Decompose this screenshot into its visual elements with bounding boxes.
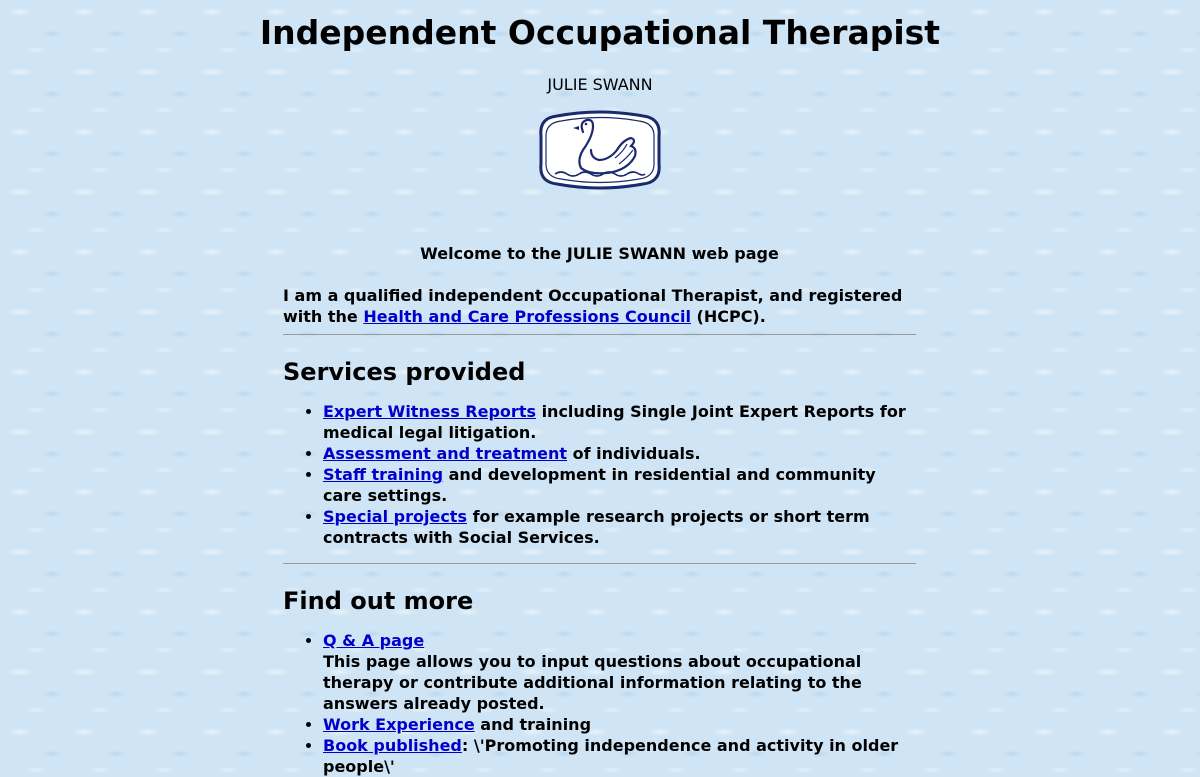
special-projects-link[interactable]: Special projects	[323, 507, 467, 526]
main-content	[283, 243, 916, 777]
list-item-text: and training	[480, 715, 592, 734]
list-item-text: : \'Promoting independence and activity in older people\'	[323, 736, 899, 776]
divider	[283, 563, 916, 564]
hcpc-link[interactable]: Health and Care Professions Council	[363, 307, 691, 326]
list-item-text: including Single Joint Expert Reports for medical legal litigation.	[323, 402, 906, 442]
list-item	[323, 630, 916, 714]
divider	[283, 334, 916, 335]
list-item	[323, 443, 916, 464]
work-experience-link[interactable]: Work Experience	[323, 715, 475, 734]
assessment-link[interactable]: Assessment and treatment	[323, 444, 568, 463]
book-published-link[interactable]: Book published	[323, 736, 462, 755]
intro-suffix: (HCPC).	[696, 307, 766, 326]
welcome-text: Welcome to the JULIE SWANN web page	[420, 244, 779, 263]
list-item	[323, 735, 916, 777]
find-out-more-heading: Find out more	[283, 587, 474, 615]
services-list	[283, 401, 916, 548]
owner-name: JULIE SWANN	[547, 75, 653, 94]
list-item	[323, 401, 916, 443]
list-item-text: for example research projects or short term contracts with Social Services.	[323, 507, 870, 547]
swan-logo-icon	[539, 110, 661, 190]
page-title: Independent Occupational Therapist	[259, 13, 941, 52]
list-item	[323, 506, 916, 548]
list-item-text: of individuals.	[572, 444, 701, 463]
list-item-text: This page allows you to input questions about occupational therapy or contribute additional information relating to the answers already posted.	[323, 652, 862, 713]
intro-paragraph	[283, 285, 916, 327]
staff-training-link[interactable]: Staff training	[323, 465, 444, 484]
list-item-text: and development in residential and community care settings.	[323, 465, 876, 505]
expert-witness-link[interactable]: Expert Witness Reports	[323, 402, 536, 421]
find-out-more-list	[283, 630, 916, 777]
list-item	[323, 464, 916, 506]
services-heading: Services provided	[283, 358, 526, 386]
qa-page-link[interactable]: Q & A page	[323, 631, 425, 650]
intro-text: I am a qualified independent Occupational Therapist, and registered with the	[283, 286, 903, 326]
list-item	[323, 714, 916, 735]
